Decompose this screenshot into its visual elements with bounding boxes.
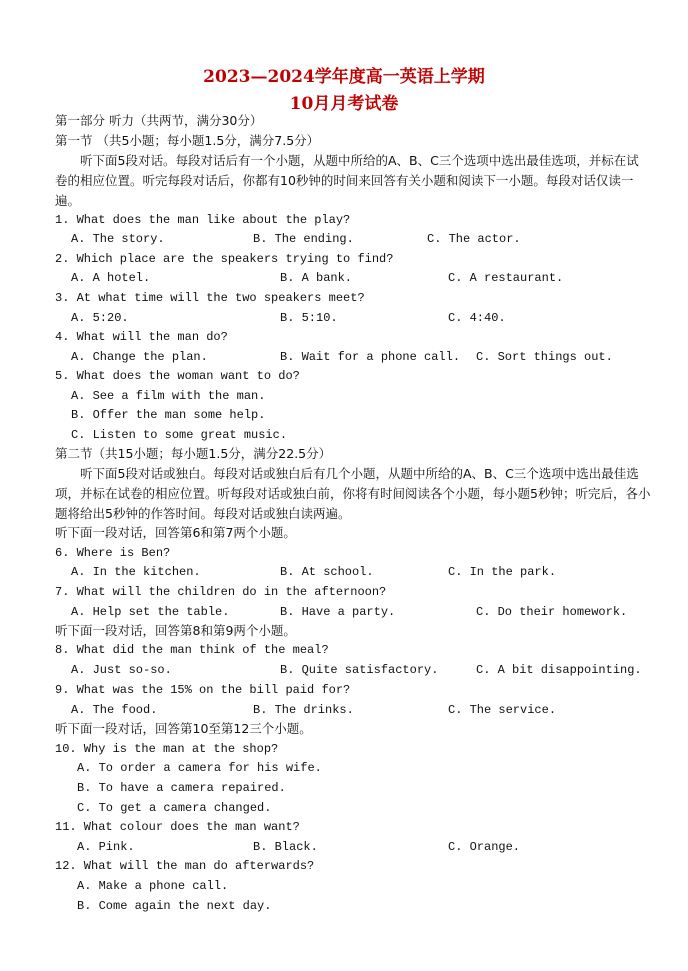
question-7-option-c: C. Do their homework. <box>476 605 628 619</box>
question-10-option-a: A. To order a camera for his wife. <box>77 761 322 775</box>
question-1-stem: 1. What does the man like about the play? <box>55 213 351 227</box>
question-10-option-b: B. To have a camera repaired. <box>77 781 286 795</box>
question-7-option-b: B. Have a party. <box>280 605 396 619</box>
section2-instructions: 听下面5段对话或独白。每段对话或独白后有几个小题，从题中所给的A、B、C三个选项中选出最佳选项，并标在试卷的相应位置。听每段对话或独白前，你将有时间阅读各个小题，每小题5秒钟；听完后，各小题将给出5秒钟的作答时间。每段对话或独白读两遍。 <box>55 466 651 521</box>
dialogue-6-intro: 听下面一段对话，回答第6和第7两个小题。 <box>55 525 296 540</box>
question-2-option-c: C. A restaurant. <box>448 271 564 285</box>
question-3-stem: 3. At what time will the two speakers meet? <box>55 291 365 305</box>
question-10-stem: 10. Why is the man at the shop? <box>55 742 279 756</box>
question-4-option-c: C. Sort things out. <box>476 350 613 364</box>
question-2-option-b: B. A bank. <box>280 271 353 285</box>
question-12-option-b: B. Come again the next day. <box>77 899 272 913</box>
question-7-stem: 7. What will the children do in the afternoon? <box>55 585 387 599</box>
question-5-stem: 5. What does the woman want to do? <box>55 369 300 383</box>
question-8-stem: 8. What did the man think of the meal? <box>55 643 329 657</box>
question-4-option-a: A. Change the plan. <box>71 350 208 364</box>
question-3-option-a: A. 5:20. <box>71 311 129 325</box>
question-4-option-b: B. Wait for a phone call. <box>280 350 461 364</box>
question-4-stem: 4. What will the man do? <box>55 330 228 344</box>
question-8-option-b: B. Quite satisfactory. <box>280 663 439 677</box>
question-8-option-c: C. A bit disappointing. <box>476 663 642 677</box>
question-6-option-a: A. In the kitchen. <box>71 565 201 579</box>
section1-instructions: 听下面5段对话。每段对话后有一个小题，从题中所给的A、B、C三个选项中选出最佳选项，并标在试卷的相应位置。听完每段对话后，你都有10秒钟的时间来回答有关小题和阅读下一小题。每段对话仅读一遍。 <box>55 153 639 208</box>
question-8-option-a: A. Just so-so. <box>71 663 172 677</box>
question-6-stem: 6. Where is Ben? <box>55 546 171 560</box>
question-7-option-a: A. Help set the table. <box>71 605 230 619</box>
question-10-option-c: C. To get a camera changed. <box>77 801 272 815</box>
dialogue-7-intro: 听下面一段对话，回答第8和第9两个小题。 <box>55 623 296 638</box>
question-2-option-a: A. A hotel. <box>71 271 151 285</box>
question-3-option-c: C. 4:40. <box>448 311 506 325</box>
question-1-option-c: C. The actor. <box>427 232 521 246</box>
exam-title-line1: 2023—2024学年度高一英语上学期 <box>203 67 485 87</box>
question-5-option-b: B. Offer the man some help. <box>71 408 266 422</box>
exam-title-line2: 10月月考试卷 <box>289 94 399 114</box>
section1-heading: 第一节 （共5小题；每小题1.5分，满分7.5分） <box>55 133 320 148</box>
question-3-option-b: B. 5:10. <box>280 311 338 325</box>
question-5-option-a: A. See a film with the man. <box>71 389 266 403</box>
question-9-stem: 9. What was the 15% on the bill paid for? <box>55 683 351 697</box>
question-11-option-a: A. Pink. <box>77 840 135 854</box>
dialogue-8-intro: 听下面一段对话，回答第10至第12三个小题。 <box>55 721 312 736</box>
question-9-option-b: B. The drinks. <box>253 703 354 717</box>
question-2-stem: 2. Which place are the speakers trying to find? <box>55 252 394 266</box>
question-5-option-c: C. Listen to some great music. <box>71 428 288 442</box>
question-9-option-a: A. The food. <box>71 703 158 717</box>
question-12-option-a: A. Make a phone call. <box>77 879 229 893</box>
question-1-option-a: A. The story. <box>71 232 165 246</box>
question-6-option-c: C. In the park. <box>448 565 557 579</box>
question-11-option-c: C. Orange. <box>448 840 521 854</box>
question-12-stem: 12. What will the man do afterwards? <box>55 859 315 873</box>
question-11-stem: 11. What colour does the man want? <box>55 820 300 834</box>
question-9-option-c: C. The service. <box>448 703 557 717</box>
question-6-option-b: B. At school. <box>280 565 374 579</box>
question-1-option-b: B. The ending. <box>253 232 354 246</box>
part1-heading: 第一部分 听力（共两节，满分30分） <box>55 113 263 128</box>
section2-heading: 第二节（共15小题；每小题1.5分，满分22.5分） <box>55 446 332 461</box>
question-11-option-b: B. Black. <box>253 840 318 854</box>
